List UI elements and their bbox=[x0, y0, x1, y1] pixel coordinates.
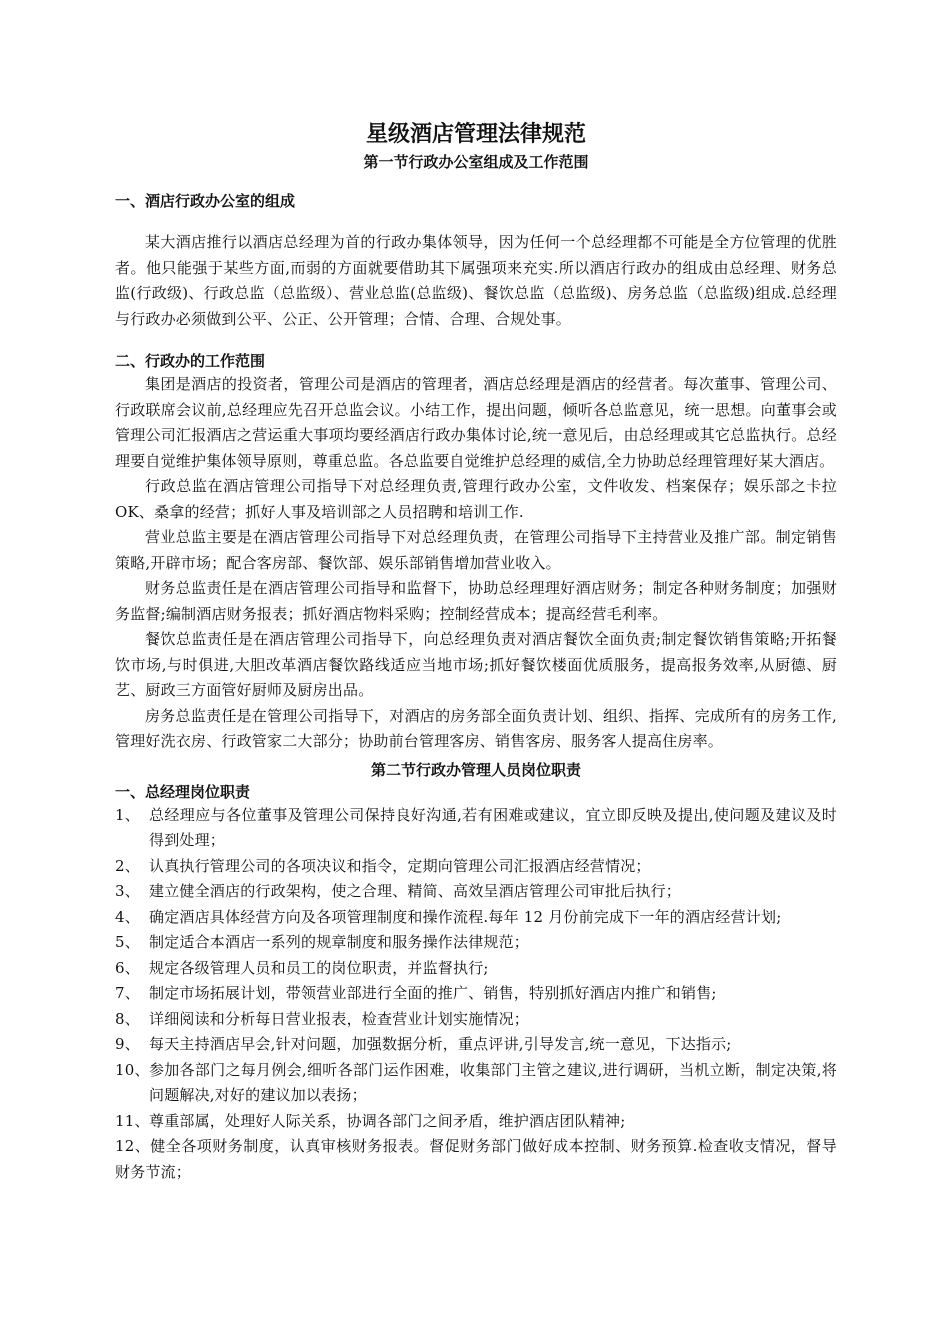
section-1-paragraph: 某大酒店推行以酒店总经理为首的行政办集体领导，因为任何一个总经理都不可能是全方位管理的优胜者。他只能强于某些方面,而弱的方面就要借助其下属强项来充实.所以酒店行政办的组成由总经理、财务总监(行政级)、行政总监（总监级）、营业总监(总监级)、餐饮总监（总监级)、房务总监（总监级)组成.总经理与行政办必须做到公平、公正、公开管理；合情、合理、合规处事。 bbox=[115, 233, 837, 328]
section-2-paragraph: 行政总监在酒店管理公司指导下对总经理负责,管理行政办公室，文件收发、档案保存；娱乐部之卡拉 OK、桑拿的经营；抓好人事及培训部之人员招聘和培训工作. bbox=[115, 477, 837, 521]
list-item bbox=[115, 854, 837, 880]
list-item-text: 参加各部门之每月例会,细听各部门运作困难，收集部门主管之建议,进行调研，当机立断，制定决策,将问题解决,对好的建议加以表扬； bbox=[149, 1060, 837, 1104]
section-2-paragraph: 营业总监主要是在酒店管理公司指导下对总经理负责，在管理公司指导下主持营业及推广部。制定销售策略,开辟市场；配合客房部、餐饮部、娱乐部销售增加营业收入。 bbox=[115, 528, 837, 572]
list-item-number: 5、 bbox=[115, 933, 140, 951]
section-1-title: 第一节行政办公室组成及工作范围 bbox=[363, 153, 589, 171]
list-item bbox=[115, 905, 837, 931]
section-2-title: 第二节行政办管理人员岗位职责 bbox=[370, 760, 581, 779]
list-item-text: 制定市场拓展计划，带领营业部进行全面的推广、销售，特别抓好酒店内推广和销售; bbox=[149, 984, 717, 1002]
list-item-number: 2、 bbox=[115, 856, 140, 875]
list-item-number: 6、 bbox=[115, 958, 140, 977]
list-item-text: 总经理应与各位董事及管理公司保持良好沟通,若有困难或建议，宜立即反映及提出,使问题及建议及时得到处理； bbox=[149, 805, 837, 849]
list-item-number: 3、 bbox=[115, 882, 140, 900]
list-item-number: 1、 bbox=[115, 805, 140, 824]
list-item bbox=[115, 1134, 837, 1185]
list-item-text: 建立健全酒店的行政架构，使之合理、精简、高效呈酒店管理公司审批后执行； bbox=[149, 882, 682, 900]
document-content bbox=[115, 120, 837, 1185]
list-item bbox=[115, 981, 837, 1007]
section-2-paragraph: 财务总监责任是在酒店管理公司指导和监督下，协助总经理理好酒店财务；制定各种财务制度；加强财务监督;编制酒店财务报表；抓好酒店物料采购；控制经营成本；提高经营毛利率。 bbox=[115, 579, 837, 623]
list-item bbox=[115, 879, 837, 905]
list-item-text: 规定各级管理人员和员工的岗位职责，并监督执行; bbox=[149, 958, 489, 977]
list-item-text: 制定适合本酒店一系列的规章制度和服务操作法律规范； bbox=[149, 933, 530, 951]
list-item-number: 10、 bbox=[115, 1060, 150, 1079]
list-item-text: 确定酒店具体经营方向及各项管理制度和操作流程.每年 12 月份前完成下一年的酒店经营计划; bbox=[149, 907, 782, 926]
list-item-number: 8、 bbox=[115, 1009, 140, 1028]
section-2-paragraph: 房务总监责任是在管理公司指导下，对酒店的房务部全面负责计划、组织、指挥、完成所有的房务工作,管理好洗衣房、行政管家二大部分；协助前台管理客房、销售客房、服务客人提高住房率。 bbox=[115, 706, 837, 750]
list-item bbox=[115, 956, 837, 982]
section-2-heading: 二、行政办的工作范围 bbox=[115, 352, 266, 370]
list-item-number: 4、 bbox=[115, 907, 140, 926]
page-title: 星级酒店管理法律规范 bbox=[365, 121, 586, 147]
list-item-number: 9、 bbox=[115, 1035, 140, 1053]
list-item-text: 每天主持酒店早会,针对问题，加强数据分析，重点评讲,引导发言,统一意见，下达指示; bbox=[149, 1035, 732, 1053]
list-item-text: 尊重部属，处理好人际关系，协调各部门之间矛盾，维护酒店团队精神; bbox=[149, 1111, 626, 1130]
section-2-paragraph: 餐饮总监责任是在酒店管理公司指导下，向总经理负责对酒店餐饮全面负责;制定餐饮销售策略;开拓餐饮市场,与时俱进,大胆改革酒店餐饮路线适应当地市场;抓好餐饮楼面优质服务，提高报务效率,从厨德、厨艺、厨政三方面管好厨师及厨房出品。 bbox=[115, 630, 837, 699]
gm-duties-heading: 一、总经理岗位职责 bbox=[115, 782, 251, 801]
list-item-text: 详细阅读和分析每日营业报表，检查营业计划实施情况； bbox=[149, 1009, 530, 1028]
gm-duties-list bbox=[115, 803, 837, 1186]
list-item bbox=[115, 930, 837, 956]
list-item bbox=[115, 1109, 837, 1135]
list-item bbox=[115, 1032, 837, 1058]
list-item bbox=[115, 1007, 837, 1033]
list-item-number: 12、 bbox=[115, 1137, 151, 1155]
list-item-text: 健全各项财务制度，认真审核财务报表。督促财务部门做好成本控制、财务预算.检查收支情况，督导财务节流； bbox=[115, 1137, 837, 1181]
list-item bbox=[115, 1058, 837, 1109]
list-item bbox=[115, 803, 837, 854]
section-1-heading: 一、酒店行政办公室的组成 bbox=[115, 192, 296, 210]
list-item-number: 11、 bbox=[115, 1111, 150, 1130]
list-item-text: 认真执行管理公司的各项决议和指令，定期向管理公司汇报酒店经营情况； bbox=[149, 856, 651, 875]
list-item-number: 7、 bbox=[115, 984, 140, 1002]
section-2-paragraph: 集团是酒店的投资者，管理公司是酒店的管理者，酒店总经理是酒店的经营者。每次董事、管理公司、行政联席会议前,总经理应先召开总监会议。小结工作，提出问题，倾听各总监意见，统一思想。向董事会或管理公司汇报酒店之营运重大事项均要经酒店行政办集体讨论,统一意见后，由总经理或其它总监执行。总经理要自觉维护集体领导原则，尊重总监。各总监要自觉维护总经理的威信,全力协助总经理管理好某大酒店。 bbox=[115, 375, 837, 470]
